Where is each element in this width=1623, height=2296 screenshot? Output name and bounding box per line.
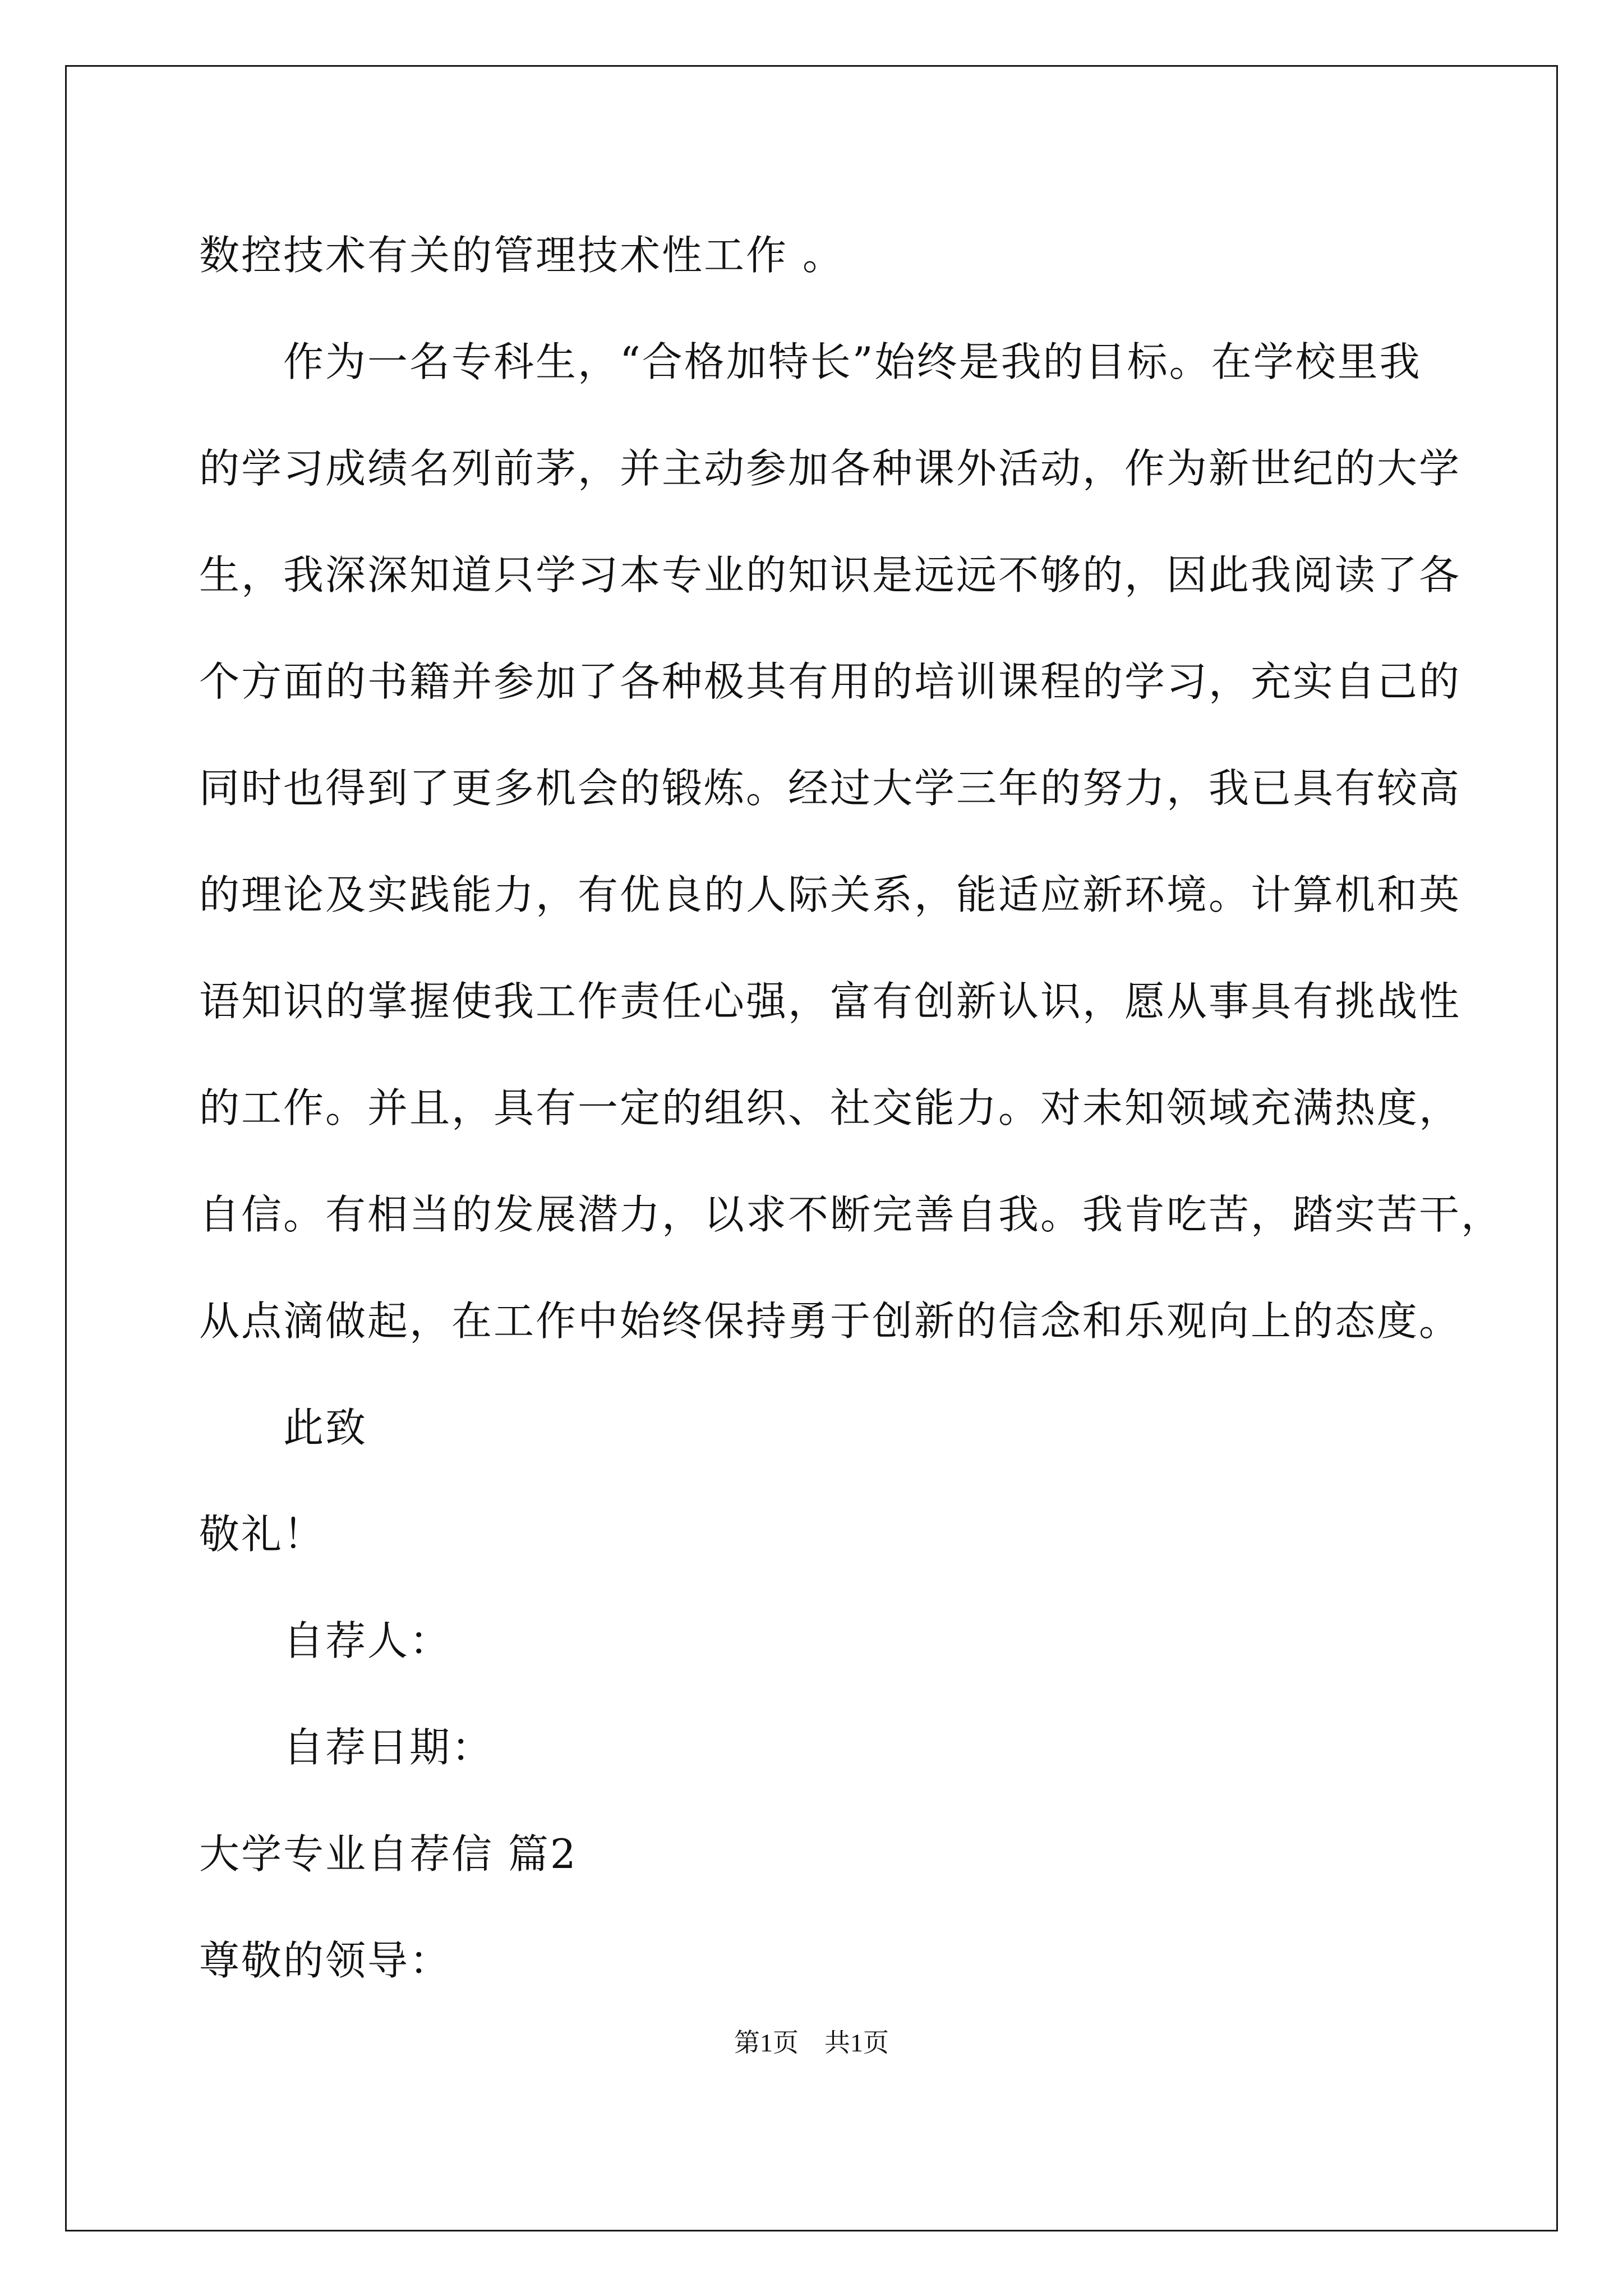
page-border [65, 65, 1558, 2231]
text-line: 个方面的书籍并参加了各种极其有用的培训课程的学习，充实自己的 [199, 658, 1461, 705]
text-line: 语知识的掌握使我工作责任心强，富有创新认识，愿从事具有挑战性 [199, 978, 1461, 1025]
date-label: 自荐日期： [283, 1724, 494, 1771]
text-line: 同时也得到了更多机会的锻炼。经过大学三年的努力，我已具有较高 [199, 765, 1461, 812]
section-heading: 大学专业自荐信 篇2 [199, 1830, 578, 1878]
text-line: 从点滴做起，在工作中始终保持勇于创新的信念和乐观向上的态度。 [199, 1297, 1461, 1345]
text-line: 作为一名专科生，“合格加特长”始终是我的目标。在学校里我 [283, 338, 1422, 385]
text-line: 数控技术有关的管理技术性工作 。 [199, 232, 845, 279]
text-line: 生，我深深知道只学习本专业的知识是远远不够的，因此我阅读了各 [199, 551, 1461, 599]
text-line: 自信。有相当的发展潜力，以求不断完善自我。我肯吃苦，踏实苦干， [199, 1191, 1504, 1238]
closing-regards: 敬礼！ [199, 1511, 326, 1558]
signature-label: 自荐人： [283, 1617, 452, 1664]
text-line: 的理论及实践能力，有优良的人际关系，能适应新环境。计算机和英 [199, 871, 1461, 918]
text-line: 的学习成绩名列前茅，并主动参加各种课外活动，作为新世纪的大学 [199, 445, 1461, 492]
closing-salutation: 此致 [283, 1404, 368, 1451]
greeting: 尊敬的领导： [199, 1937, 452, 1984]
text-line: 的工作。并且，具有一定的组织、社交能力。对未知领域充满热度， [199, 1084, 1461, 1131]
page-footer: 第1页 共1页 [734, 2028, 889, 2057]
